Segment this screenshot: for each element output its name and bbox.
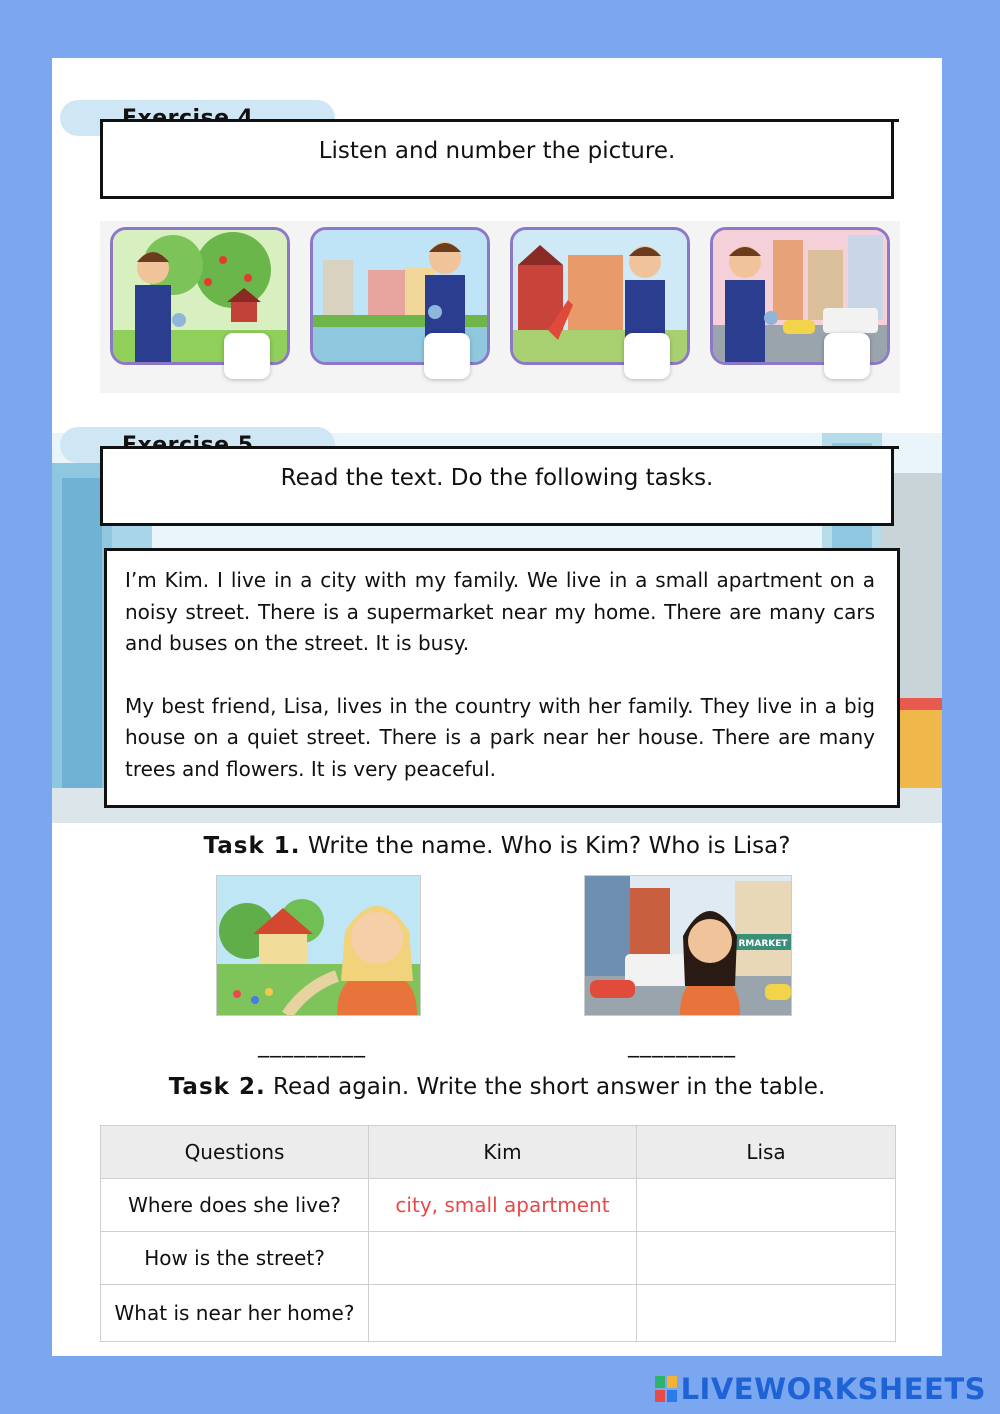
- reading-paragraph-kim: I’m Kim. I live in a city with my family. We live in a small apartment on a noisy street. There is a supermarket near my home. There are many cars and buses on the street. It is busy.: [125, 568, 875, 655]
- table-header-row: [101, 1126, 896, 1179]
- brand-name: LIVEWORKSHEETS: [680, 1372, 986, 1406]
- picture-strip: [100, 221, 900, 393]
- number-box-2[interactable]: [424, 333, 470, 379]
- answer-kim-cell[interactable]: [369, 1285, 637, 1342]
- reading-passage: [104, 548, 900, 808]
- liveworksheets-logo-icon: [655, 1376, 677, 1402]
- task-2-text: Read again. Write the short answer in the table.: [273, 1074, 826, 1100]
- table-row: [101, 1179, 896, 1232]
- reading-paragraph-lisa: My best friend, Lisa, lives in the country with her family. They live in a big house on a quiet street. There is a park near her house. There are many trees and flowers. It is very peaceful.: [125, 693, 875, 781]
- task-1-label: Task 1.: [203, 833, 301, 859]
- table-row: [101, 1232, 896, 1285]
- number-box-4[interactable]: [824, 333, 870, 379]
- exercise-5-instruction: Read the text. Do the following tasks.: [280, 465, 714, 491]
- header-questions: Questions: [101, 1126, 369, 1179]
- task-1-text: Write the name. Who is Kim? Who is Lisa?: [307, 833, 791, 859]
- name-blank-2[interactable]: _________: [628, 1033, 736, 1058]
- exercise-4-instruction: Listen and number the picture.: [318, 138, 676, 164]
- worksheet-page: [52, 58, 942, 1356]
- image-countryside-girl: [216, 875, 421, 1016]
- answer-lisa-cell[interactable]: [637, 1232, 896, 1285]
- task-2-label: Task 2.: [168, 1074, 266, 1100]
- number-box-1[interactable]: [224, 333, 270, 379]
- answer-kim-cell[interactable]: city, small apartment: [369, 1179, 637, 1232]
- table-row: [101, 1285, 896, 1342]
- question-cell: Where does she live?: [101, 1179, 369, 1232]
- question-cell: How is the street?: [101, 1232, 369, 1285]
- answer-lisa-cell[interactable]: [637, 1179, 896, 1232]
- image-city-girl: [584, 875, 792, 1016]
- exercise-4-instruction-box: [100, 119, 894, 199]
- name-blank-1[interactable]: _________: [258, 1033, 366, 1058]
- header-lisa: Lisa: [637, 1126, 896, 1179]
- exercise-5-instruction-box: [100, 446, 894, 526]
- answer-lisa-cell[interactable]: [637, 1285, 896, 1342]
- answer-kim-cell[interactable]: [369, 1232, 637, 1285]
- question-cell: What is near her home?: [101, 1285, 369, 1342]
- task-2-heading: [52, 1074, 942, 1100]
- task-1-heading: [52, 833, 942, 859]
- supermarket-sign: RMARKET: [738, 939, 788, 949]
- liveworksheets-brand[interactable]: [655, 1372, 986, 1406]
- number-box-3[interactable]: [624, 333, 670, 379]
- header-kim: Kim: [369, 1126, 637, 1179]
- answer-table: [100, 1125, 896, 1342]
